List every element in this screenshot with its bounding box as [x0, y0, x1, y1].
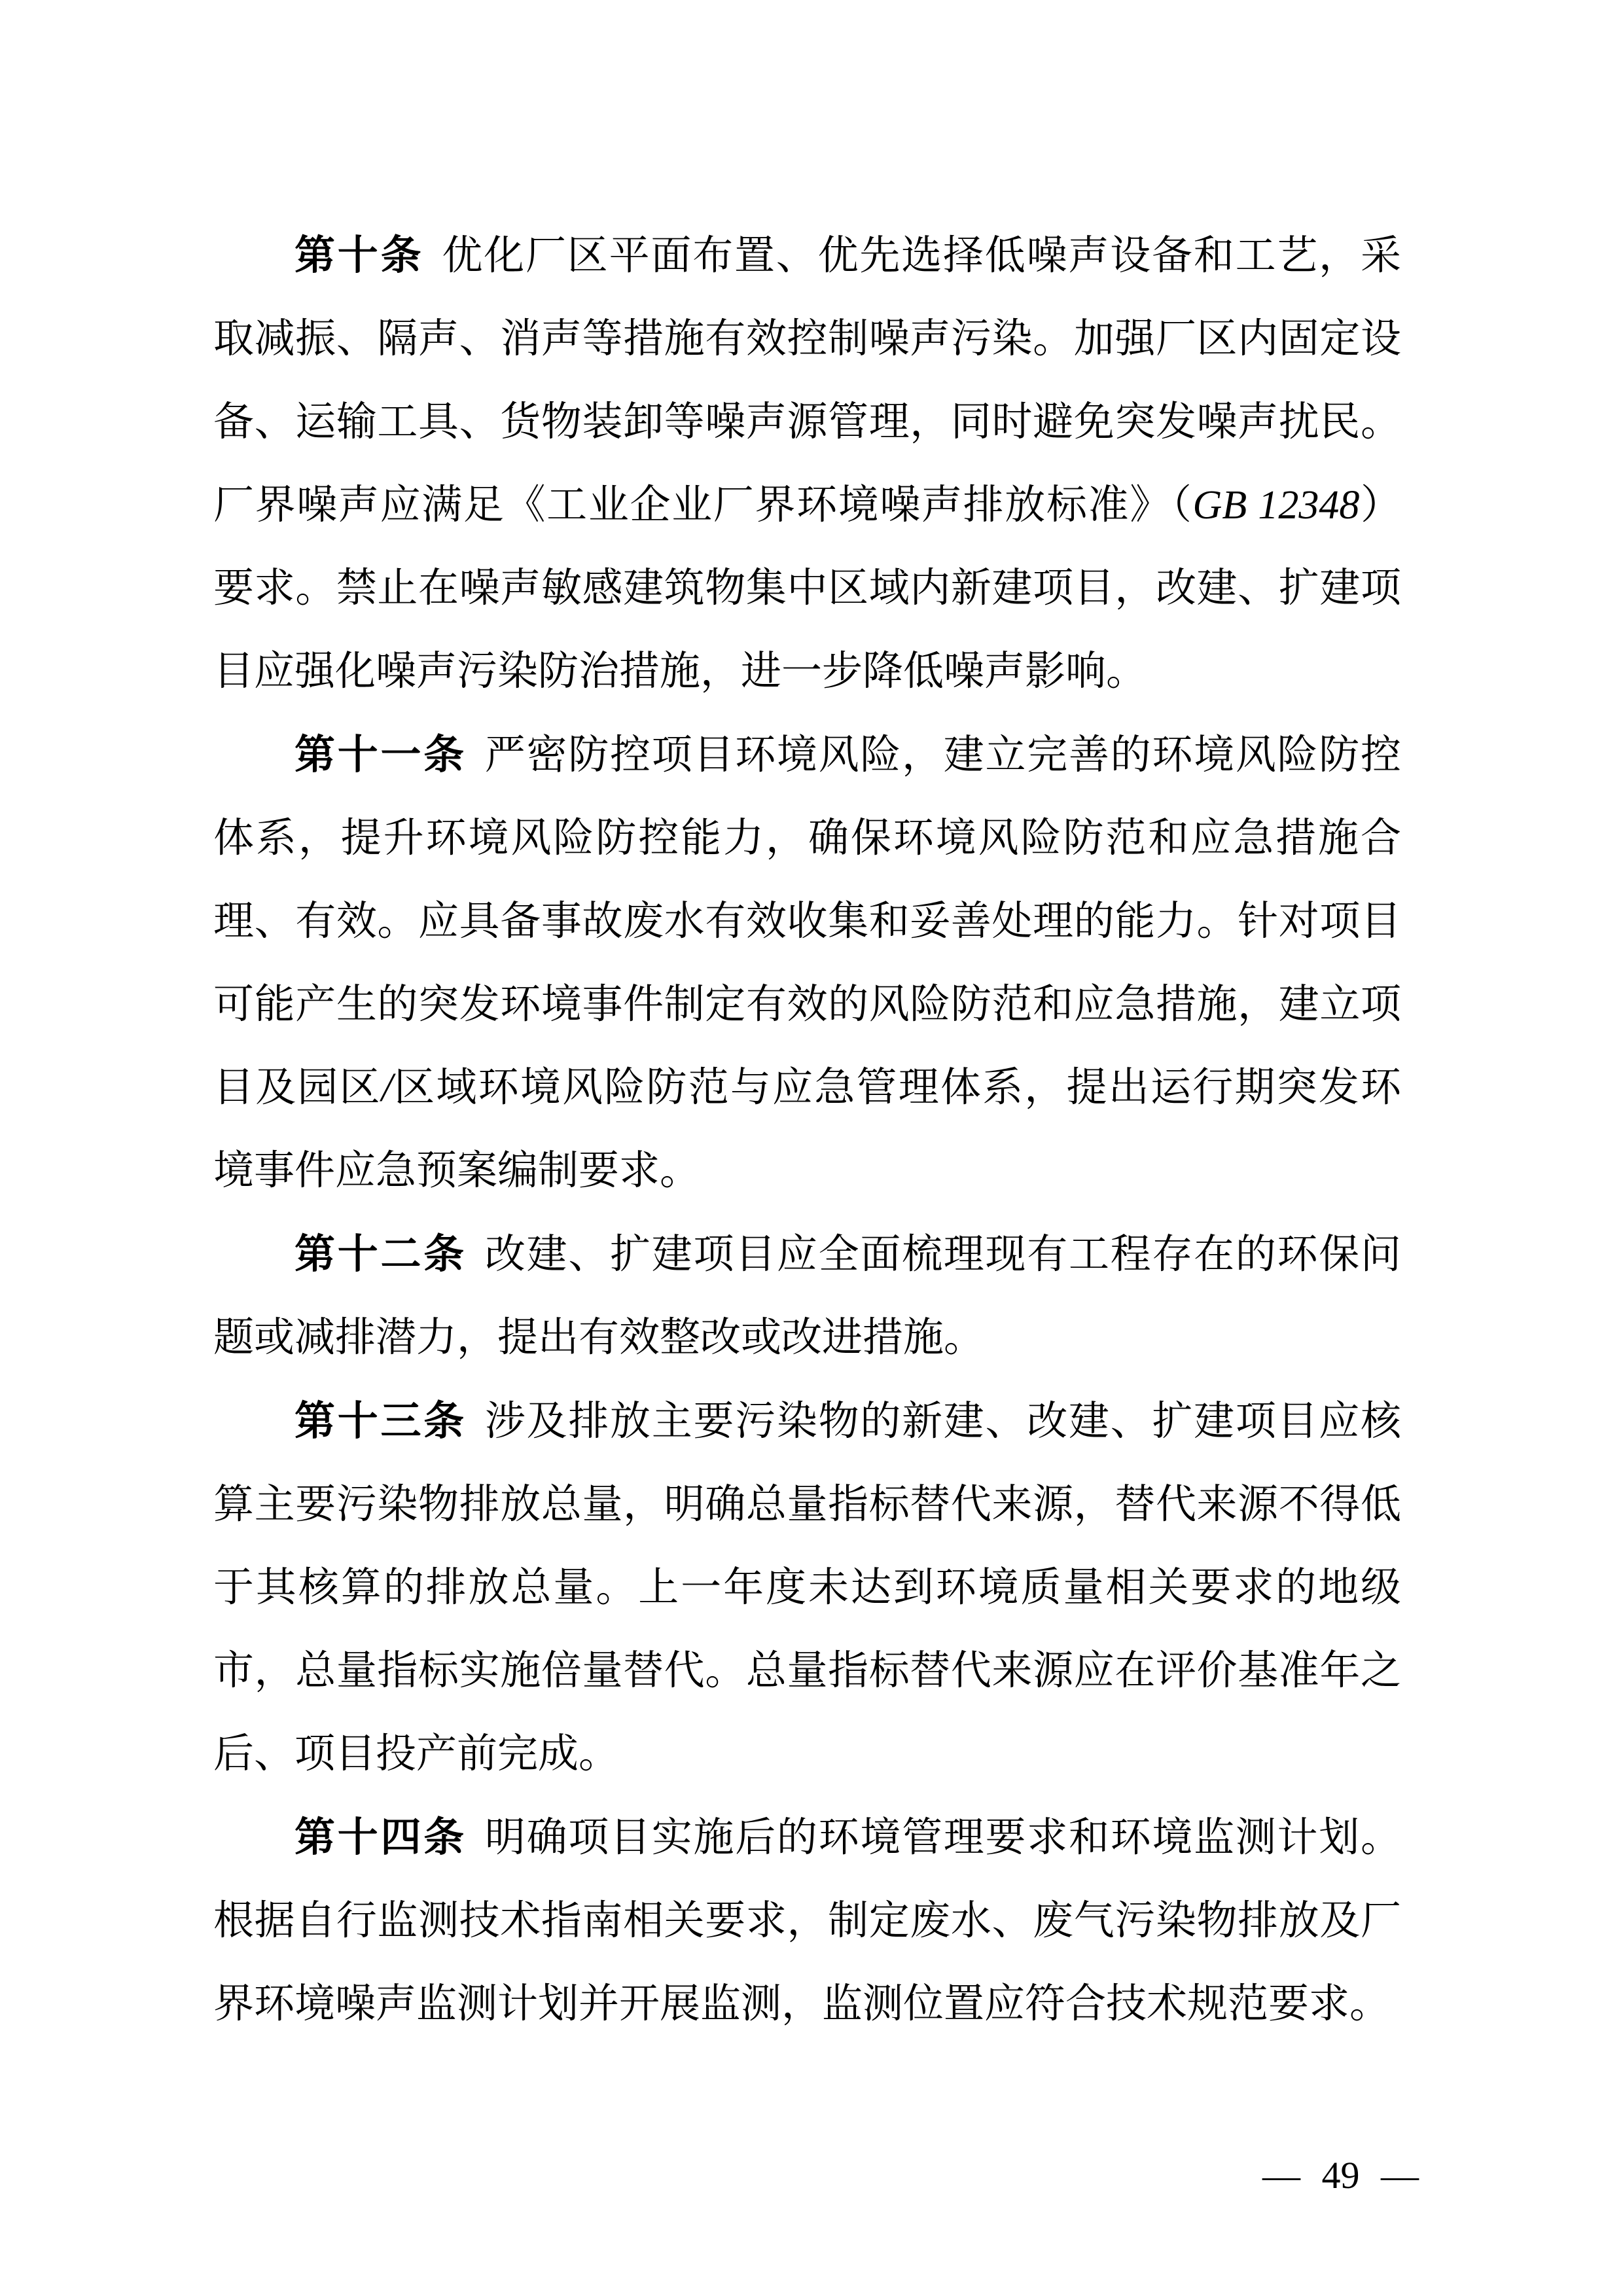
article-text: 明确项目实施后的环境管理要求和环境监测计划。根据自行监测技术指南相关要求，制定废水、废气污染物排放及厂界环境噪声监测计划并开展监测，监测位置应符合技术规范要求。 [213, 1816, 1401, 2026]
article-paragraph [213, 1796, 1401, 2046]
article-text: 涉及排放主要污染物的新建、改建、扩建项目应核算主要污染物排放总量，明确总量指标替代来源，替代来源不得低于其核算的排放总量。上一年度未达到环境质量相关要求的地级市，总量指标实施倍量替代。总量指标替代来源应在评价基准年之后、项目投产前完成。 [213, 1399, 1401, 1776]
article-paragraph [213, 1380, 1401, 1796]
article-paragraph [213, 713, 1401, 1213]
document-body [213, 214, 1401, 2046]
article-text: 严密防控项目环境风险，建立完善的环境风险防控体系，提升环境风险防控能力，确保环境风险防范和应急措施合理、有效。应具备事故废水有效收集和妥善处理的能力。针对项目可能产生的突发环境事件制定有效的风险防范和应急措施，建立项目及园区/区域环境风险防范与应急管理体系，提出运行期突发环境事件应急预案编制要求。 [213, 733, 1401, 1193]
page-number: — 49 — [1262, 2154, 1419, 2197]
article-number-heading: 第十三条 [294, 1399, 467, 1444]
article-text: 优化厂区平面布置、优先选择低噪声设备和工艺，采取减振、隔声、消声等措施有效控制噪声污染。加强厂区内固定设备、运输工具、货物装卸等噪声源管理，同时避免突发噪声扰民。厂界噪声应满足《工业企业厂界环境噪声排放标准》（GB 12348）要求。禁止在噪声敏感建筑物集中区域内新建项目，改建、扩建项目应强化噪声污染防治措施，进一步降低噪声影响。 [213, 234, 1401, 694]
article-paragraph [213, 214, 1401, 713]
article-paragraph [213, 1213, 1401, 1380]
article-number-heading: 第十一条 [294, 732, 467, 778]
article-text: 改建、扩建项目应全面梳理现有工程存在的环保问题或减排潜力，提出有效整改或改进措施。 [213, 1232, 1401, 1360]
article-number-heading: 第十二条 [294, 1232, 467, 1277]
article-number-heading: 第十四条 [294, 1815, 467, 1860]
article-number-heading: 第十条 [294, 233, 424, 278]
